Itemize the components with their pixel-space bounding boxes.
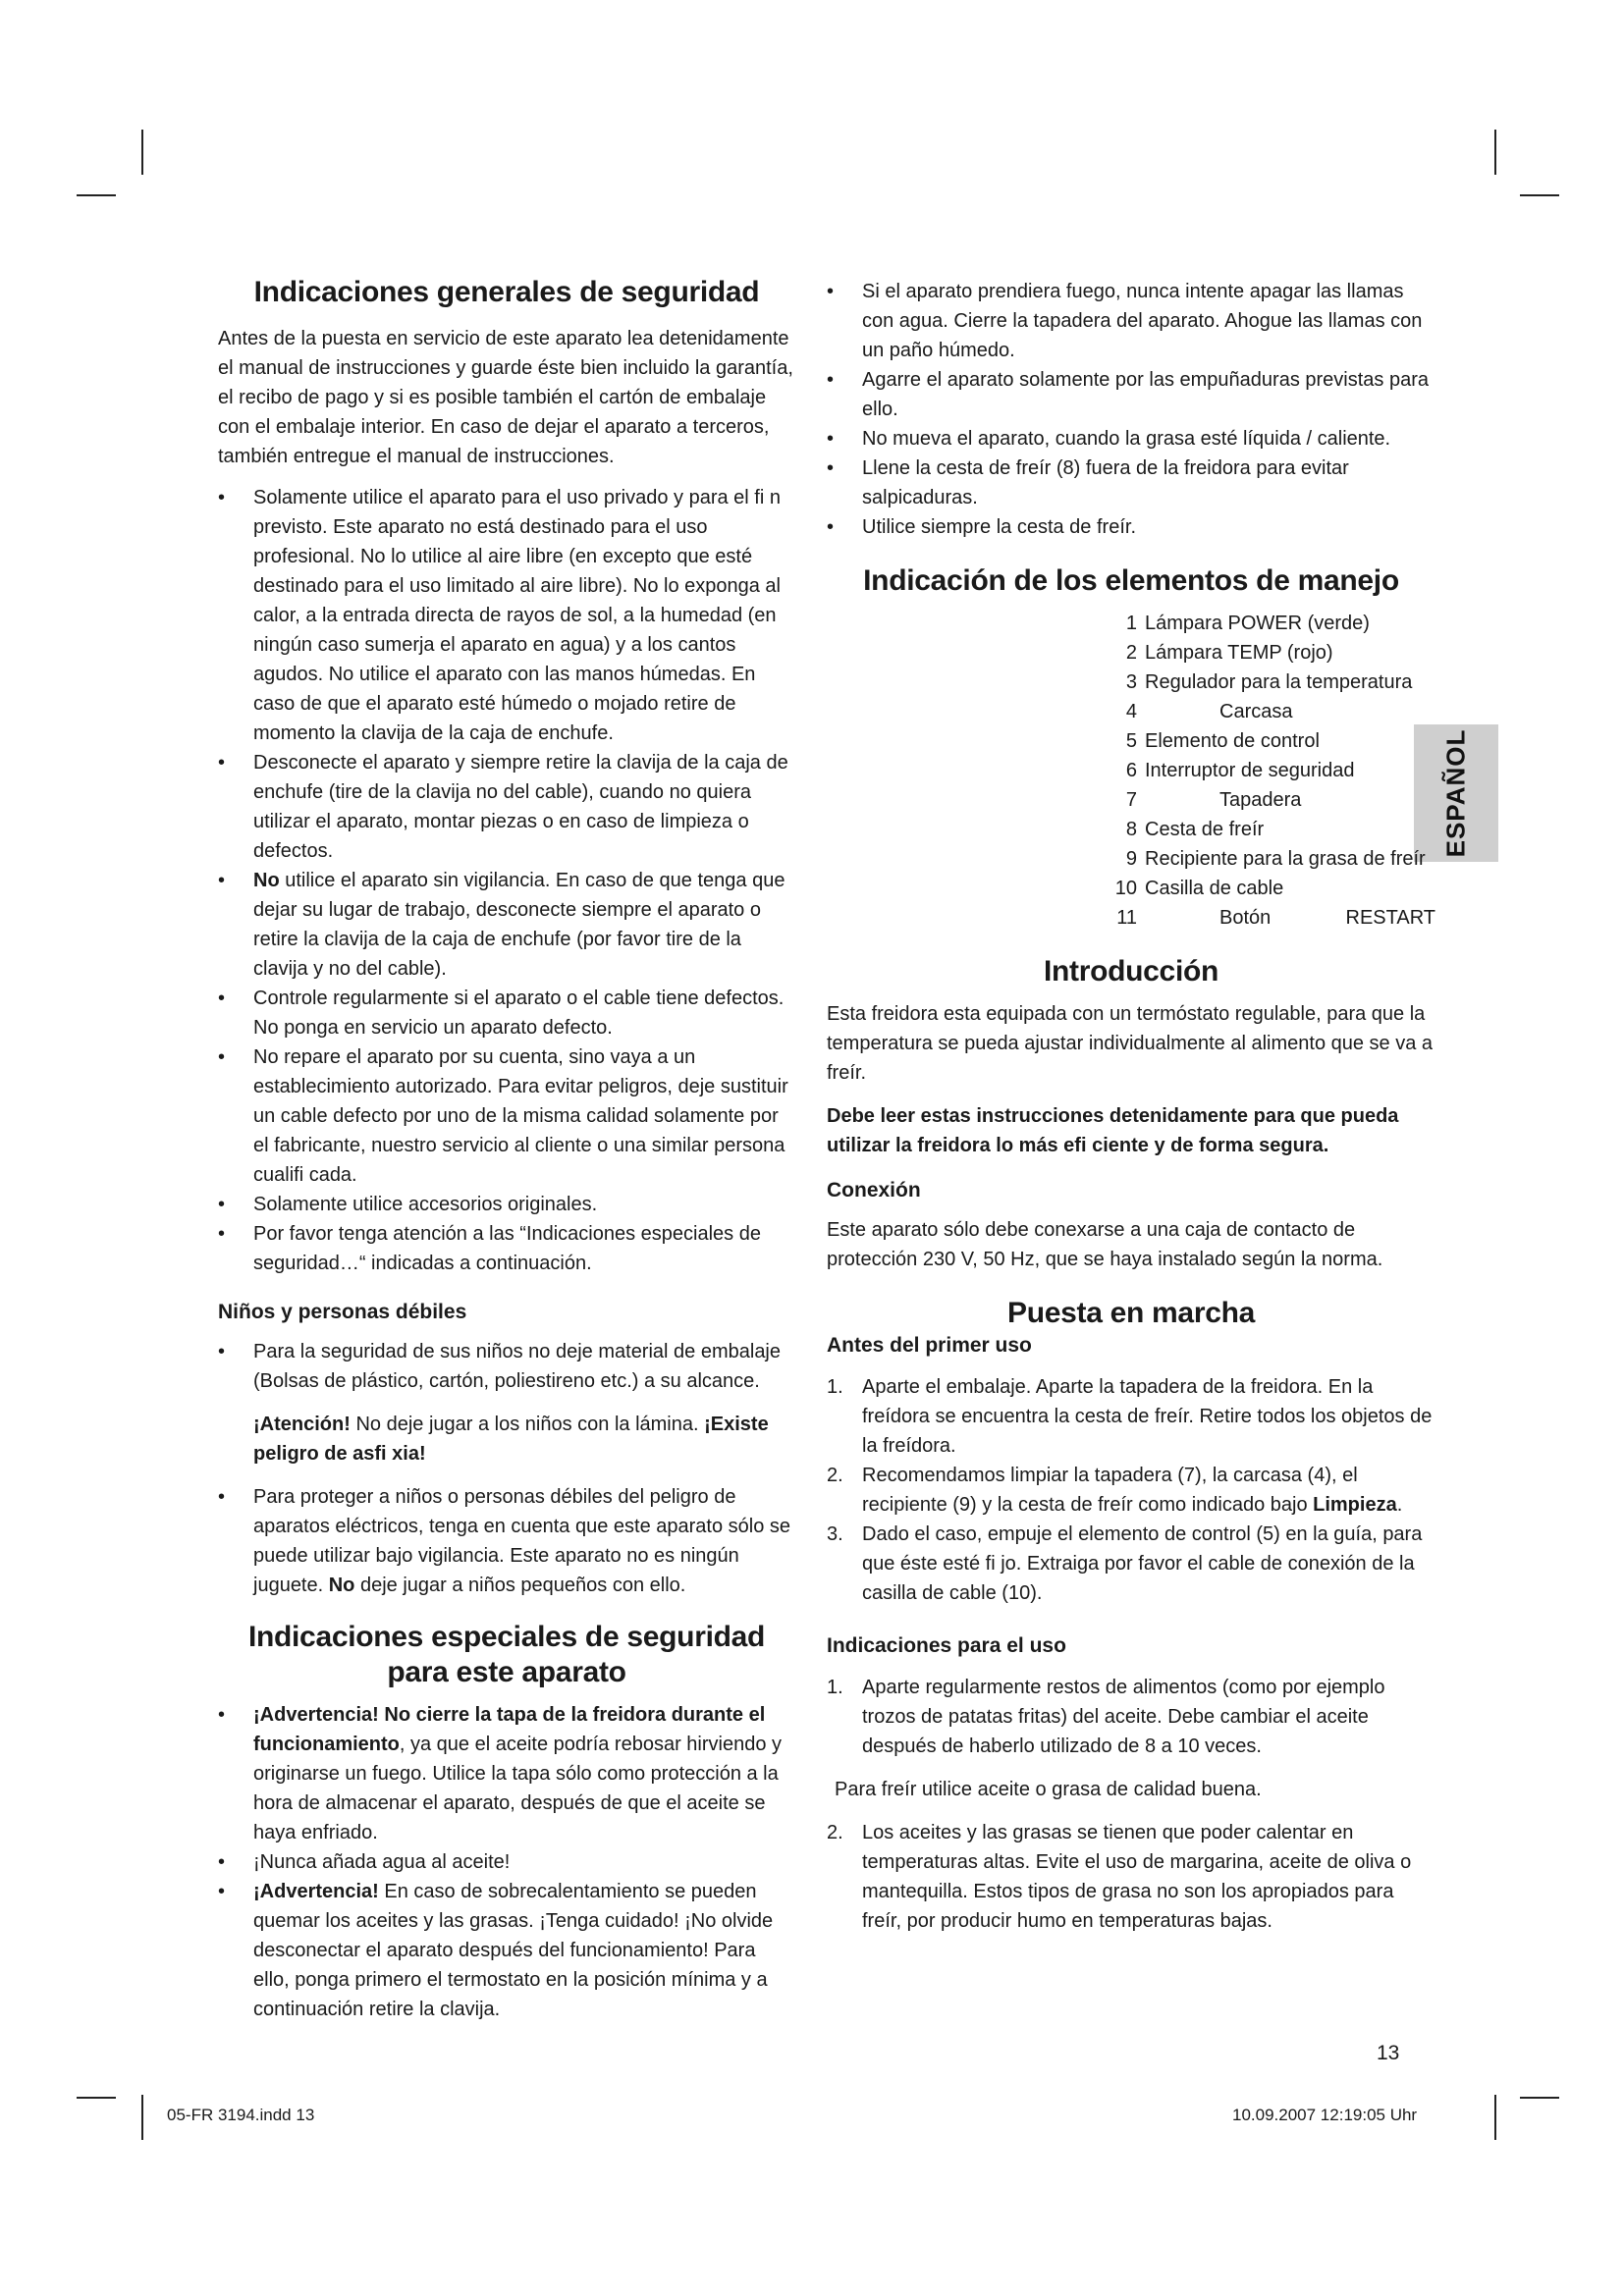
bullet-item: • ¡Nunca añada agua al aceite! [218,1847,795,1877]
item-text: Dado el caso, empuje el elemento de control (5) en la guía, para que éste esté fi jo. Extraiga por favor el cable de conexión de la casilla de cable (10). [862,1523,1423,1604]
control-number: 3 [1125,671,1137,693]
item-text: Recomendamos limpiar la tapadera (7), la carcasa (4), el recipiente (9) y la cesta de freír como indicado bajo [862,1465,1358,1516]
bullet-text: deje jugar a niños pequeños con ello. [354,1575,686,1596]
item-text: Los aceites y las grasas se tienen que poder calentar en temperaturas altas. Evite el uso de margarina, aceite de oliva o mantequilla. Estos tipos de grasa no son los apropiados para freír, por producir humo en temperaturas bajas. [862,1822,1412,1932]
control-label: Tapadera [1219,789,1302,811]
bullet-item: • Si el aparato prendiera fuego, nunca intente apagar las llamas con agua. Cierre la tapadera del aparato. Ahogue las llamas con un paño húmedo. [827,277,1435,365]
bold-text: ¡Advertencia! [253,1881,379,1902]
control-row [827,815,1435,844]
bold-text: ¡Atención! [253,1414,351,1435]
heading-before-first-use: Antes del primer uso [827,1334,1032,1357]
control-number: 4 [1125,701,1137,722]
bullet-text: Para proteger a niños o personas débiles del peligro de aparatos eléctricos, tenga en cuenta que este aparato sólo se puede utilizar bajo vigilancia. Este aparato no es ningún juguete. [253,1486,791,1596]
paragraph-intro: Antes de la puesta en servicio de este aparato lea detenidamente el manual de instrucciones y guarde éste bien incluido la garantía, el recibo de pago y si es posible también el cartón de embalaje con el embalaje interior. En caso de dejar el aparato a terceros, también entregue el manual de instrucciones. [218,328,793,467]
control-row [827,667,1435,697]
heading-special-safety [218,1620,795,1690]
control-number: 8 [1125,819,1137,840]
warning-text: No deje jugar a los niños con la lámina. [350,1414,705,1435]
numbered-item: 1. Aparte regularmente restos de alimentos (como por ejemplo trozos de patatas fritas) del aceite. Debe cambiar el aceite después de haberlo utilizado de 8 a 10 veces. [827,1677,1385,1757]
heading-controls: Indicación de los elementos de manejo [863,564,1399,597]
control-row [827,609,1435,638]
bold-text: ¡Existe peligro de asfi xia! [253,1414,769,1465]
heading-usage: Indicaciones para el uso [827,1634,1066,1657]
bullet-item: • Controle regularmente si el aparato o el cable tiene defectos. No ponga en servicio un aparato defecto. [218,984,795,1042]
crop-mark [141,2095,143,2140]
control-row [827,756,1435,785]
crop-mark [77,2097,116,2099]
control-row [827,785,1435,815]
crop-mark [1520,2097,1559,2099]
bullet-item: • Llene la cesta de freír (8) fuera de la freidora para evitar salpicaduras. [827,454,1435,512]
control-label: Interruptor de seguridad [1145,760,1355,781]
page-number: 13 [1377,2042,1400,2064]
control-number: 6 [1125,760,1137,781]
bullet-item: • Para la seguridad de sus niños no deje material de embalaje (Bolsas de plástico, cartón, poliestireno etc.) a su alcance. [218,1337,795,1396]
crop-mark [77,194,116,196]
control-number: 2 [1125,642,1137,664]
footer-timestamp: 10.09.2007 12:19:05 Uhr [1232,2106,1418,2124]
control-row [827,638,1435,667]
control-label: Elemento de control [1145,730,1320,752]
heading-startup: Puesta en marcha [1007,1297,1255,1329]
control-row [827,903,1435,933]
control-extra: RESTART [1345,907,1435,929]
numbered-item: 2. Recomendamos limpiar la tapadera (7), la carcasa (4), el recipiente (9) y la cesta de freír como indicado bajo Limpieza. [827,1465,1403,1516]
control-number: 10 [1114,878,1137,899]
control-label: Lámpara POWER (verde) [1145,613,1370,634]
heading-introduction: Introducción [1043,955,1219,988]
bullet-item: • Solamente utilice el aparato para el uso privado y para el fi n previsto. Este aparato no está destinado para el uso profesional. No lo utilice al aire libre (en excepto que esté destinado para el uso limitado al aire libre). No lo exponga al calor, a la entrada directa de rayos de sol, a la humedad (en ningún caso sumerja el aparato en agua) y a los cantos agudos. No utilice el aparato con las manos húmedas. En caso de que el aparato esté húmedo o mojado retire de momento la clavija de la caja de enchufe. [218,483,795,748]
paragraph-usage-note: Para freír utilice aceite o grasa de calidad buena. [835,1779,1262,1800]
bullet-item [218,1877,795,2024]
numbered-item: 1. Aparte el embalaje. Aparte la tapadera de la freidora. En la freídora se encuentra la cesta de freír. Retire todos los objetos de la freídora. [827,1376,1433,1457]
bold-text: No [253,870,280,891]
bullet-text: , ya que el aceite podría rebosar hirviendo y originarse un fuego. Utilice la tapa sólo como protección a la hora de almacenar el aparato, después de que el aceite se haya enfriado. [253,1734,783,1843]
control-number: 5 [1125,730,1137,752]
bullet-item [218,1482,795,1600]
bullet-item: • No mueva el aparato, cuando la grasa esté líquida / caliente. [827,424,1435,454]
crop-mark [1494,130,1496,175]
heading-connection: Conexión [827,1179,921,1201]
control-label: Botón [1219,907,1272,929]
bullet-item: • Desconecte el aparato y siempre retire la clavija de la caja de enchufe (tire de la clavija no del cable), cuando no quiera utilizar el aparato, montar piezas o en caso de limpieza o defectos. [218,748,795,866]
bullet-item: • Por favor tenga atención a las “Indicaciones especiales de seguridad…“ indicadas a continuación. [218,1219,795,1278]
numbered-item: 3. Dado el caso, empuje el elemento de control (5) en la guía, para que éste esté fi jo. Extraiga por favor el cable de conexión de la casilla de cable (10). [827,1523,1423,1604]
paragraph-connection: Este aparato sólo debe conexarse a una caja de contacto de protección 230 V, 50 Hz, que se haya instalado según la norma. [827,1219,1383,1270]
crop-mark [1494,2095,1496,2140]
heading-line: para este aparato [387,1656,626,1688]
item-text: Aparte regularmente restos de alimentos (como por ejemplo trozos de patatas fritas) del aceite. Debe cambiar el aceite después de haberlo utilizado de 8 a 10 veces. [862,1677,1385,1757]
bold-text: No [328,1575,355,1596]
right-column [827,277,1435,1936]
paragraph-bold-note: Debe leer estas instrucciones detenidamente para que pueda utilizar la freidora lo más efi ciente y de forma segura. [827,1105,1399,1156]
control-label: Carcasa [1219,701,1293,722]
bullet-text: En caso de sobrecalentamiento se pueden quemar los aceites y las grasas. ¡Tenga cuidado! ¡No olvide desconectar el aparato después del funcionamiento! Para ello, ponga primero el termostato en la posición mínima y a continuación retire la clavija. [253,1881,774,2020]
control-number: 7 [1125,789,1137,811]
bold-text: ¡Advertencia! No cierre la tapa de la freidora durante el funcionamiento [253,1704,766,1755]
control-number: 1 [1125,613,1137,634]
bold-text: Limpieza [1313,1494,1397,1516]
control-row [827,726,1435,756]
control-label: Recipiente para la grasa de freír [1145,848,1426,870]
heading-children: Niños y personas débiles [218,1301,467,1323]
warning-paragraph [218,1410,795,1468]
control-number: 9 [1125,848,1137,870]
bullet-item: • Agarre el aparato solamente por las empuñaduras previstas para ello. [827,365,1435,424]
bullet-item: • Utilice siempre la cesta de freír. [827,512,1435,542]
control-number: 11 [1116,907,1137,929]
control-label: Lámpara TEMP (rojo) [1145,642,1333,664]
control-label: Casilla de cable [1145,878,1284,899]
language-tab-label: ESPAÑOL [1440,728,1471,858]
control-row [827,874,1435,903]
heading-line: Indicaciones especiales de seguridad [247,1621,766,1653]
control-label: Cesta de freír [1145,819,1265,840]
bullet-item: • Solamente utilice accesorios originales. [218,1190,795,1219]
bullet-text: utilice el aparato sin vigilancia. En caso de que tenga que dejar su lugar de trabajo, desconecte siempre el aparato o retire la clavija de la caja de enchufe (por favor tire de la clavija y no del cable). [253,870,785,980]
control-label: Regulador para la temperatura [1145,671,1413,693]
crop-mark [141,130,143,175]
paragraph-introduction: Esta freidora esta equipada con un termóstato regulable, para que la temperatura se pueda ajustar individualmente al alimento que se va a freír. [827,1003,1434,1084]
left-column [218,275,795,2024]
bullet-item [218,1700,795,1847]
controls-list [827,609,1435,933]
control-row [827,697,1435,726]
numbered-item: 2. Los aceites y las grasas se tienen que poder calentar en temperaturas altas. Evite el uso de margarina, aceite de oliva o mantequilla. Estos tipos de grasa no son los apropiados para freír, por producir humo en temperaturas bajas. [827,1822,1412,1932]
crop-mark [1520,194,1559,196]
control-row [827,844,1435,874]
heading-general-safety: Indicaciones generales de seguridad [253,276,760,308]
footer-file: 05-FR 3194.indd 13 [167,2106,315,2124]
item-text: Aparte el embalaje. Aparte la tapadera de la freidora. En la freídora se encuentra la cesta de freír. Retire todos los objetos de la freídora. [862,1376,1433,1457]
bullet-item: • No repare el aparato por su cuenta, sino vaya a un establecimiento autorizado. Para evitar peligros, deje sustituir un cable defecto por uno de la misma calidad solamente por el fabricante, nuestro servicio al cliente o una similar persona cualifi cada. [218,1042,795,1190]
bullet-item [218,866,795,984]
